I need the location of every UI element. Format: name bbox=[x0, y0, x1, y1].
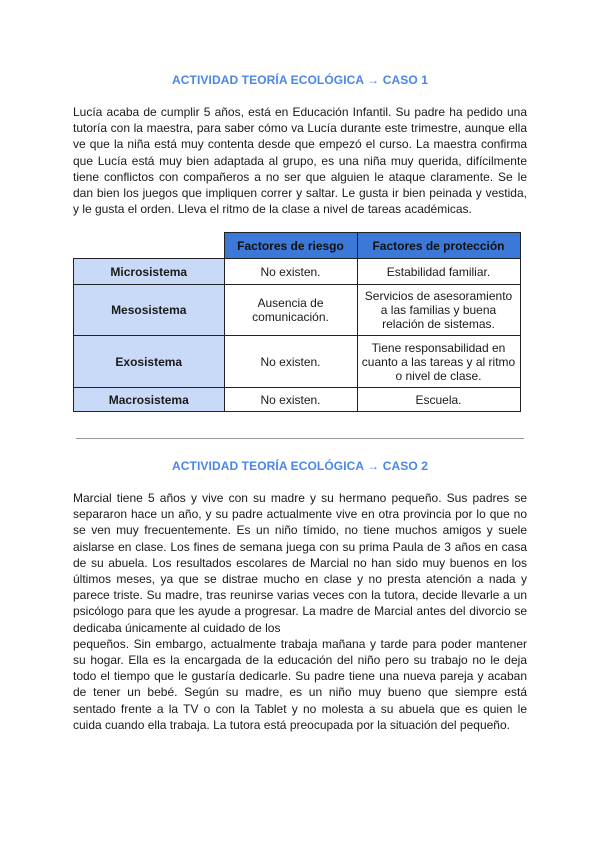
protection-factors-header: Factores de protección bbox=[357, 233, 520, 259]
table-header-row bbox=[74, 233, 521, 259]
case2-line: de su abuela. Los resultados escolares de Marcial no han sido muy buenos en los bbox=[73, 555, 527, 570]
case1-line: tiene conflictos con compañeros a no ser que alguien le ataque claramente. Se le bbox=[73, 169, 527, 184]
case2-line: todo el tiempo que le gustaría dedicarle. Su padre tiene una nueva pareja y acaban bbox=[73, 669, 527, 684]
case2-line: cuida cuando ella trabaja. La tutora está preocupada por la situación del pequeño. bbox=[73, 717, 510, 732]
case1-line: y le gusta el orden. Lleva el ritmo de la clase a nivel de tareas académicas. bbox=[73, 202, 472, 217]
protection-cell: Servicios de asesoramiento a las familias y buena relación de sistemas. bbox=[357, 285, 520, 336]
case2-line: su hogar. Ella es la encargada de la educación del niño pero su trabajo no le deja bbox=[73, 653, 527, 668]
table-row bbox=[74, 336, 521, 388]
case2-line: dedicaba únicamente al cuidado de los bbox=[73, 620, 281, 635]
case1-line: tutoría con la maestra, para saber cómo va Lucía durante este trimestre, aunque ella bbox=[73, 121, 527, 136]
case2-line: se ven muy frecuentemente. Es un niño tímido, no tiene muchos amigos y suele bbox=[73, 523, 527, 538]
case1-title: ACTIVIDAD TEORÍA ECOLÓGICA → CASO 1 bbox=[172, 73, 428, 87]
case2-line: separaron hace un año, y su padre actualmente vive en otra provincia por lo que no bbox=[73, 507, 527, 522]
case1-line: que Lucía está muy bien adaptada al grupo, es una niña muy querida, difícilmente bbox=[73, 153, 527, 168]
system-name: Mesosistema bbox=[74, 285, 225, 336]
section-divider bbox=[76, 438, 524, 439]
protection-cell: Escuela. bbox=[357, 388, 520, 412]
table-row bbox=[74, 259, 521, 285]
table-row bbox=[74, 388, 521, 412]
case2-line: pequeños. Sin embargo, actualmente trabaja mañana y tarde para poder mantener bbox=[73, 636, 527, 651]
table-row bbox=[74, 285, 521, 336]
risk-cell: No existen. bbox=[224, 336, 357, 388]
case2-line: Marcial tiene 5 años y vive con su madre y su hermano pequeño. Sus padres se bbox=[73, 491, 527, 505]
case2-line: aislarse en clase. Los fines de semana juega con su prima Paula de 3 años en casa bbox=[73, 539, 527, 554]
protection-cell: Estabilidad familiar. bbox=[357, 259, 520, 285]
ecological-factors-table bbox=[73, 232, 521, 412]
risk-cell: Ausencia de comunicación. bbox=[224, 285, 357, 336]
table-corner-cell bbox=[74, 233, 225, 259]
case1-line: ve que la niña está muy contenta desde que empezó el curso. La maestra confirma bbox=[73, 137, 527, 152]
system-name: Microsistema bbox=[74, 259, 225, 285]
case2-line: psicólogo para que les ayude a progresar. La madre de Marcial antes del divorcio se bbox=[73, 604, 527, 619]
risk-cell: No existen. bbox=[224, 259, 357, 285]
case1-paragraph bbox=[73, 104, 527, 217]
case1-line: dan bien los juegos que impliquen correr y saltar. Le gusta ir bien peinada y vestida, bbox=[73, 186, 527, 201]
risk-factors-header: Factores de riesgo bbox=[224, 233, 357, 259]
case2-line: sentado frente a la TV o con la Tablet y no molesta a su abuela que es quien le bbox=[73, 701, 527, 716]
case2-title: ACTIVIDAD TEORÍA ECOLÓGICA → CASO 2 bbox=[172, 459, 428, 473]
system-name: Exosistema bbox=[74, 336, 225, 388]
system-name: Macrosistema bbox=[74, 388, 225, 412]
case2-line: últimos meses, ya que se distrae mucho en clase y no presta atención a nada y bbox=[73, 572, 527, 587]
case2-line: de tener un bebé. Según su madre, es un niño muy bueno que siempre está bbox=[73, 685, 527, 700]
protection-cell: Tiene responsabilidad en cuanto a las tareas y al ritmo o nivel de clase. bbox=[357, 336, 520, 388]
case2-paragraph bbox=[73, 490, 527, 733]
case1-line: Lucía acaba de cumplir 5 años, está en Educación Infantil. Su padre ha pedido una bbox=[73, 105, 527, 119]
risk-cell: No existen. bbox=[224, 388, 357, 412]
case2-line: parece triste. Su madre, tras reunirse varias veces con la tutora, decide llevarle a un bbox=[73, 588, 527, 603]
